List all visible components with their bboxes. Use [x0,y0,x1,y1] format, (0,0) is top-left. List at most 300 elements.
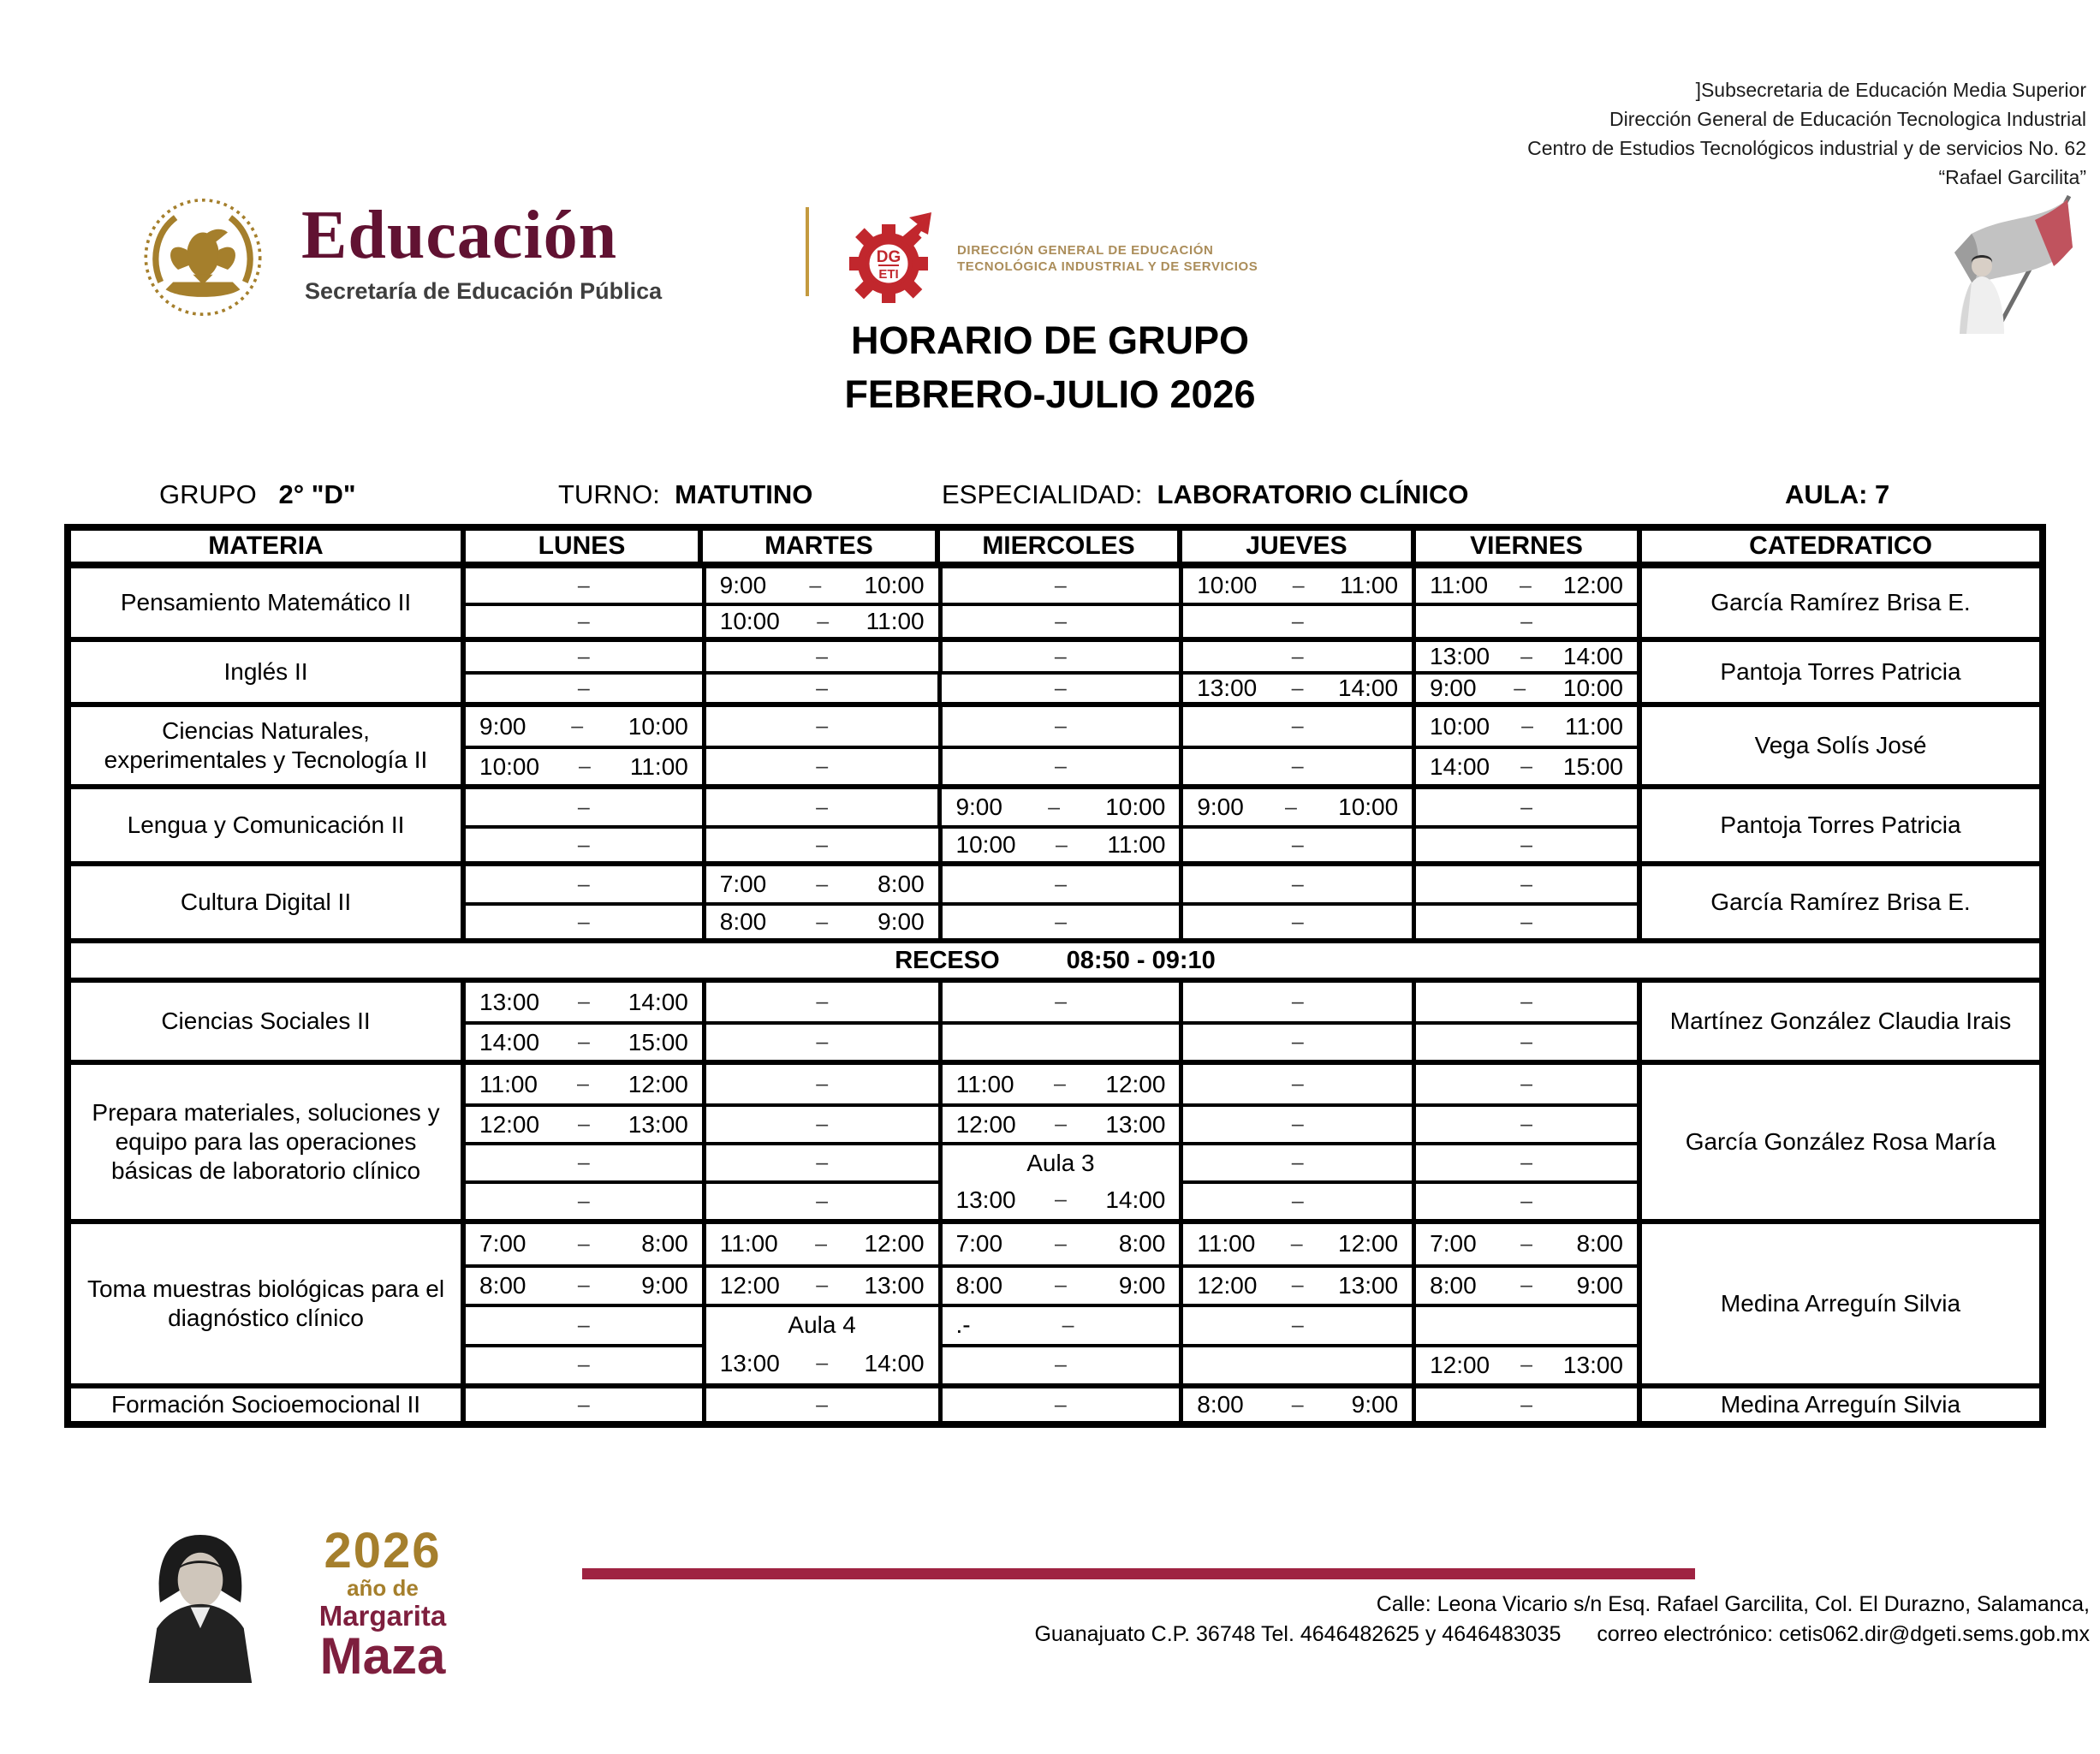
schedule-subrow [466,866,1637,902]
time-dash: – [1054,1231,1067,1256]
time-slot [937,789,1179,825]
time-slot [1412,642,1637,671]
dash: – [1291,832,1304,857]
dgeti-gear-logo-icon [839,205,950,312]
time-end: 11:00 [1564,712,1623,740]
time-slot [938,1224,1180,1264]
materia-cell: Formación Socioemocional II [110,1391,421,1418]
turno-label: TURNO: [558,479,660,509]
empty-slot [702,1021,938,1060]
mexico-eagle-logo-icon [130,195,276,319]
time-dash: – [1055,1187,1067,1211]
dash: – [1291,1151,1304,1174]
day-cells [461,1224,1637,1383]
room-slot: Aula 4 [702,1304,938,1344]
time-end: 10:00 [864,572,925,598]
table-header-row [71,531,2039,568]
empty-slot [938,1388,1180,1421]
turno-value: MATUTINO [675,479,813,509]
empty-slot [1179,825,1412,861]
time-start: 13:00 [1197,675,1258,701]
time-start: 10:00 [719,608,780,634]
time-dash: – [816,871,829,896]
especialidad-field [942,479,1469,510]
materia-cell: Ciencias Naturales, experimentales y Tecnología II [104,717,428,773]
time-start: 11:00 [1197,1230,1256,1258]
time-start: 7:00 [719,871,767,897]
day-cells [461,642,1637,702]
dash: – [1054,714,1067,738]
grupo-field [159,479,356,510]
time-start: 11:00 [955,1070,1014,1097]
time-dash: – [1048,794,1061,819]
empty-slot [1179,866,1412,902]
time-dash: – [1055,1112,1067,1136]
materia-cell: Pensamiento Matemático II [120,589,412,615]
schedule-subrow [466,1344,1637,1384]
empty-slot [466,1142,702,1180]
empty-slot [1412,789,1637,825]
address-line-1: Calle: Leona Vicario s/n Esq. Rafael Garcilita, Col. El Durazno, Salamanca, [1376,1592,2090,1616]
time-dash: – [1520,1353,1532,1377]
time-start: 12:00 [1430,1351,1490,1378]
empty-slot [1412,1021,1637,1060]
materia-cell: Lengua y Comunicación II [127,812,405,838]
dash: – [816,714,829,738]
empty-slot [466,1180,702,1219]
time-slot [702,603,938,637]
time-slot [702,1264,938,1305]
subject-block [71,784,2039,861]
blank-slot [1412,1304,1637,1344]
time-dash: – [577,1030,590,1054]
time-dash: – [579,754,591,778]
time-start: 8:00 [719,908,767,935]
schedule-subrow [466,603,1637,637]
catedratico-cell: Pantoja Torres Patricia [1637,642,2039,702]
empty-slot [1412,825,1637,861]
margarita-maza-portrait [120,1522,281,1683]
dash: – [1520,990,1533,1014]
title-line-1: HORARIO DE GRUPO [850,318,1250,362]
empty-slot [466,1344,702,1384]
letterhead-line-1: ]Subsecretaria de Educación Media Superior [1695,79,2086,101]
educacion-wordmark: Educación [301,198,618,273]
time-start: 14:00 [479,1028,540,1055]
schedule-subrow [466,1224,1637,1264]
empty-slot [1179,642,1412,671]
time-end: 13:00 [1562,1351,1623,1378]
empty-slot [466,671,702,702]
time-start: 13:00 [479,988,540,1015]
column-header-jueves: JUEVES [1177,531,1411,562]
time-slot [1412,707,1637,746]
time-start: 10:00 [955,831,1016,858]
schedule-subrow [466,1103,1637,1142]
catedratico-cell: García Ramírez Brisa E. [1637,866,2039,938]
time-dash: – [1062,1312,1074,1337]
materia-cell: Ciencias Sociales II [161,1008,371,1034]
time-end: 12:00 [1562,572,1623,598]
catedratico-cell: Medina Arreguín Silvia [1637,1388,2039,1421]
time-end: 12:00 [1338,1230,1399,1258]
dash: – [1291,754,1304,778]
time-end: 12:00 [628,1070,688,1097]
dash: – [577,794,590,819]
time-start: 11:00 [479,1070,538,1097]
empty-slot [702,671,938,702]
time-end: 15:00 [1562,752,1623,780]
empty-slot [466,866,702,902]
dash: – [1054,573,1067,598]
receso-row [71,938,2039,978]
empty-slot [1179,1103,1412,1142]
dash: – [1291,1112,1304,1136]
time-start: .- [955,1311,971,1339]
schedule-subrow [466,825,1637,861]
especialidad-label: ESPECIALIDAD: [942,479,1143,509]
dash: – [816,1151,829,1174]
address-line-2a: Guanajuato C.P. 36748 Tel. 4646482625 y 4646483035 [1034,1622,1562,1646]
empty-slot [938,746,1180,784]
dash: – [577,1151,590,1174]
time-dash: – [817,609,830,633]
dash: – [1520,1030,1533,1054]
time-slot [938,825,1180,861]
subject-block [71,861,2039,938]
dash: – [1055,609,1067,633]
time-start: 11:00 [1430,572,1489,598]
empty-slot [938,866,1180,902]
empty-slot [1412,1065,1637,1103]
time-slot [702,568,938,603]
time-start: 12:00 [1197,1271,1258,1299]
time-slot [466,707,702,746]
room-slot: Aula 3 [938,1142,1180,1180]
grupo-value: 2° "D" [278,479,356,509]
time-slot [1412,1344,1637,1384]
empty-slot [1179,746,1412,784]
time-dash: – [1291,1392,1304,1417]
subject-block [71,1219,2039,1383]
footer-address [1034,1590,2090,1650]
dash: – [816,794,829,819]
time-start: 12:00 [479,1110,540,1138]
dash: – [816,832,829,857]
time-end: 9:00 [877,908,925,935]
time-end: 11:00 [1340,572,1399,598]
dash: – [816,1072,829,1096]
materia-cell: Inglés II [223,658,308,685]
time-slot [702,1224,938,1264]
dash: – [816,675,829,700]
empty-slot [1179,707,1412,746]
empty-slot [938,603,1180,637]
empty-slot [937,671,1179,702]
empty-slot [938,642,1180,671]
time-dash: – [816,1351,829,1376]
dash: – [1520,1151,1533,1174]
letterhead-line-4: “Rafael Garcilita” [1938,166,2086,188]
empty-slot [702,1142,938,1180]
dash: – [577,1392,590,1417]
address-line-2 [1034,1620,2090,1650]
time-slot [1412,1224,1637,1264]
dash: – [816,1189,829,1213]
time-slot [1179,671,1412,702]
column-header-martes: MARTES [698,531,935,562]
time-end: 12:00 [1105,1070,1166,1097]
schedule-subrow [466,1021,1637,1060]
catedratico-cell: Medina Arreguín Silvia [1637,1224,2039,1383]
empty-slot [1412,603,1637,637]
day-cells [461,707,1637,784]
time-end: 15:00 [628,1028,688,1055]
receso-label: RECESO [895,946,1000,974]
time-slot [702,1344,938,1384]
time-end: 8:00 [641,1230,688,1258]
schedule-subrow [466,671,1637,702]
dash: – [1055,871,1067,896]
dash: – [577,1353,590,1377]
empty-slot [466,825,702,861]
empty-slot [466,1388,702,1421]
blank-slot [1179,1344,1412,1384]
catedratico-cell: Vega Solís José [1637,707,2039,784]
dash: – [816,990,829,1014]
empty-slot [1412,1103,1637,1142]
footer-divider-bar [582,1568,1695,1579]
time-dash: – [1520,644,1532,669]
empty-slot [938,902,1180,938]
time-dash: – [1521,714,1533,738]
subject-block [71,702,2039,784]
time-start: 12:00 [955,1110,1016,1138]
schedule-subrow [466,1065,1637,1103]
time-dash: – [1285,794,1297,819]
dash: – [816,644,829,669]
time-end: 13:00 [628,1110,688,1138]
empty-slot [938,568,1180,603]
empty-slot [1412,1388,1637,1421]
time-end: 13:00 [864,1271,925,1299]
schedule-subrow [466,746,1637,784]
dash: – [1291,909,1304,934]
time-end: 14:00 [1562,643,1623,669]
time-start: 9:00 [1430,675,1477,701]
empty-slot [1412,983,1637,1021]
time-end: 14:00 [1105,1186,1166,1213]
dash: – [1520,1189,1533,1213]
empty-slot [1179,1180,1412,1219]
schedule-subrow [466,642,1637,671]
time-end: 8:00 [877,871,925,897]
dgeti-acronym-top: DG [876,248,901,266]
time-slot [702,902,938,938]
time-dash: – [1520,573,1532,598]
time-slot [1412,1264,1637,1305]
dash: – [577,675,590,700]
time-slot [1179,1224,1412,1264]
empty-slot [702,707,938,746]
schedule-subrow [466,1264,1637,1305]
dash: – [816,1112,829,1136]
time-start: 8:00 [479,1271,526,1299]
empty-slot [1412,1180,1637,1219]
time-start: 8:00 [955,1271,1003,1299]
dash: – [577,1312,590,1337]
schedule-subrow [466,1180,1637,1219]
time-start: 14:00 [1430,752,1490,780]
empty-slot [466,902,702,938]
dash: – [1520,832,1533,857]
time-start: 7:00 [1430,1230,1477,1258]
time-start: 10:00 [1430,712,1490,740]
empty-slot [466,1304,702,1344]
time-dash: – [1290,1231,1303,1256]
time-slot [938,1180,1180,1219]
time-end: 10:00 [628,712,688,740]
time-dash: – [1291,1273,1304,1298]
time-dash: – [815,1231,828,1256]
time-slot [1179,1264,1412,1305]
year-logo-year: 2026 [324,1523,442,1579]
turno-field [558,479,812,510]
column-header-miercoles: MIERCOLES [935,531,1177,562]
time-end: 9:00 [1118,1271,1166,1299]
time-slot [466,1021,702,1060]
time-start: 10:00 [1197,572,1258,598]
time-dash: – [1054,1072,1066,1096]
dgeti-label-line-2: TECNOLÓGICA INDUSTRIAL Y DE SERVICIOS [957,259,1258,274]
time-end: 10:00 [1562,675,1623,701]
empty-slot [1179,1021,1412,1060]
time-slot [938,1264,1180,1305]
empty-slot [1179,983,1412,1021]
column-header-catedratico: CATEDRATICO [1637,531,2039,562]
time-slot [1179,568,1412,603]
aula-field: AULA: 7 [1785,479,1890,509]
dash: – [816,1392,829,1417]
day-cells [461,1388,1637,1421]
time-slot [1412,671,1637,702]
letterhead-line-2: Dirección General de Educación Tecnologica Industrial [1609,108,2086,130]
dash: – [577,609,590,633]
dash: – [1291,609,1304,633]
time-end: 12:00 [864,1230,925,1258]
dgeti-label [957,242,1258,275]
catedratico-cell: Pantoja Torres Patricia [1637,789,2039,861]
dash: – [1055,990,1067,1014]
dash: – [1520,1072,1533,1096]
dash: – [1054,675,1067,700]
subject-block [71,637,2039,702]
time-dash: – [576,1072,589,1096]
time-dash: – [1520,1273,1533,1298]
time-dash: – [577,990,590,1014]
column-header-lunes: LUNES [461,531,698,562]
time-end: 13:00 [1338,1271,1399,1299]
empty-slot [702,1180,938,1219]
subject-block [71,1060,2039,1219]
time-start: 11:00 [719,1230,778,1258]
time-slot [466,1103,702,1142]
schedule-subrow [466,1388,1637,1421]
year-logo [276,1523,490,1685]
time-end: 8:00 [1118,1230,1166,1258]
empty-slot [1412,1142,1637,1180]
empty-slot [1179,1304,1412,1344]
time-start: 7:00 [479,1230,526,1258]
dash: – [1520,1392,1533,1417]
dash: – [1520,794,1533,819]
dash: – [577,573,590,598]
dash: – [1520,609,1533,633]
time-end: 8:00 [1576,1230,1623,1258]
dash: – [1291,1189,1304,1213]
materia-cell: Prepara materiales, soluciones y equipo para las operaciones básicas de laboratorio clínico [92,1099,440,1184]
empty-slot [1412,866,1637,902]
title-line-2: FEBRERO-JULIO 2026 [844,372,1256,416]
dash: – [1291,871,1304,896]
especialidad-value: LABORATORIO CLÍNICO [1157,479,1469,509]
time-slot [466,746,702,784]
subject-block [71,978,2039,1060]
day-cells [461,866,1637,938]
dash: – [1291,1312,1304,1337]
time-end: 9:00 [641,1271,688,1299]
empty-slot [702,983,938,1021]
schedule-subrow [466,1142,1637,1180]
dash: – [577,871,590,896]
empty-slot [1179,902,1412,938]
schedule-table [64,524,2046,1428]
catedratico-cell: Martínez González Claudia Irais [1637,983,2039,1060]
empty-slot [466,789,702,825]
time-dash: – [1514,675,1526,700]
time-slot [466,983,702,1021]
letterhead-text [1527,75,2086,192]
dash: – [816,1030,829,1054]
dash: – [577,909,590,934]
dash: – [1291,644,1304,669]
time-slot [938,1103,1180,1142]
dgeti-acronym-bottom: ETI [878,267,899,282]
address-line-2b: correo electrónico: cetis062.dir@dgeti.sems.gob.mx [1597,1622,2090,1646]
time-dash: – [577,1231,590,1256]
dash: – [816,754,829,778]
dash: – [1055,1353,1067,1377]
time-slot [938,1304,1180,1344]
time-dash: – [816,909,829,934]
time-end: 11:00 [866,608,925,634]
dash: – [1520,1112,1533,1136]
empty-slot [702,1065,938,1103]
dash: – [1291,990,1304,1014]
letterhead-line-3: Centro de Estudios Tecnológicos industrial y de servicios No. 62 [1527,137,2086,159]
time-start: 13:00 [1430,643,1490,669]
column-header-materia: MATERIA [208,532,324,560]
time-end: 11:00 [1107,831,1166,858]
dash: – [1054,644,1067,669]
dash: – [1520,871,1533,896]
time-slot [938,1065,1180,1103]
time-slot [466,1264,702,1305]
time-start: 12:00 [719,1271,780,1299]
time-start: 8:00 [1430,1271,1477,1299]
time-dash: – [1520,754,1532,778]
time-slot [466,1065,702,1103]
